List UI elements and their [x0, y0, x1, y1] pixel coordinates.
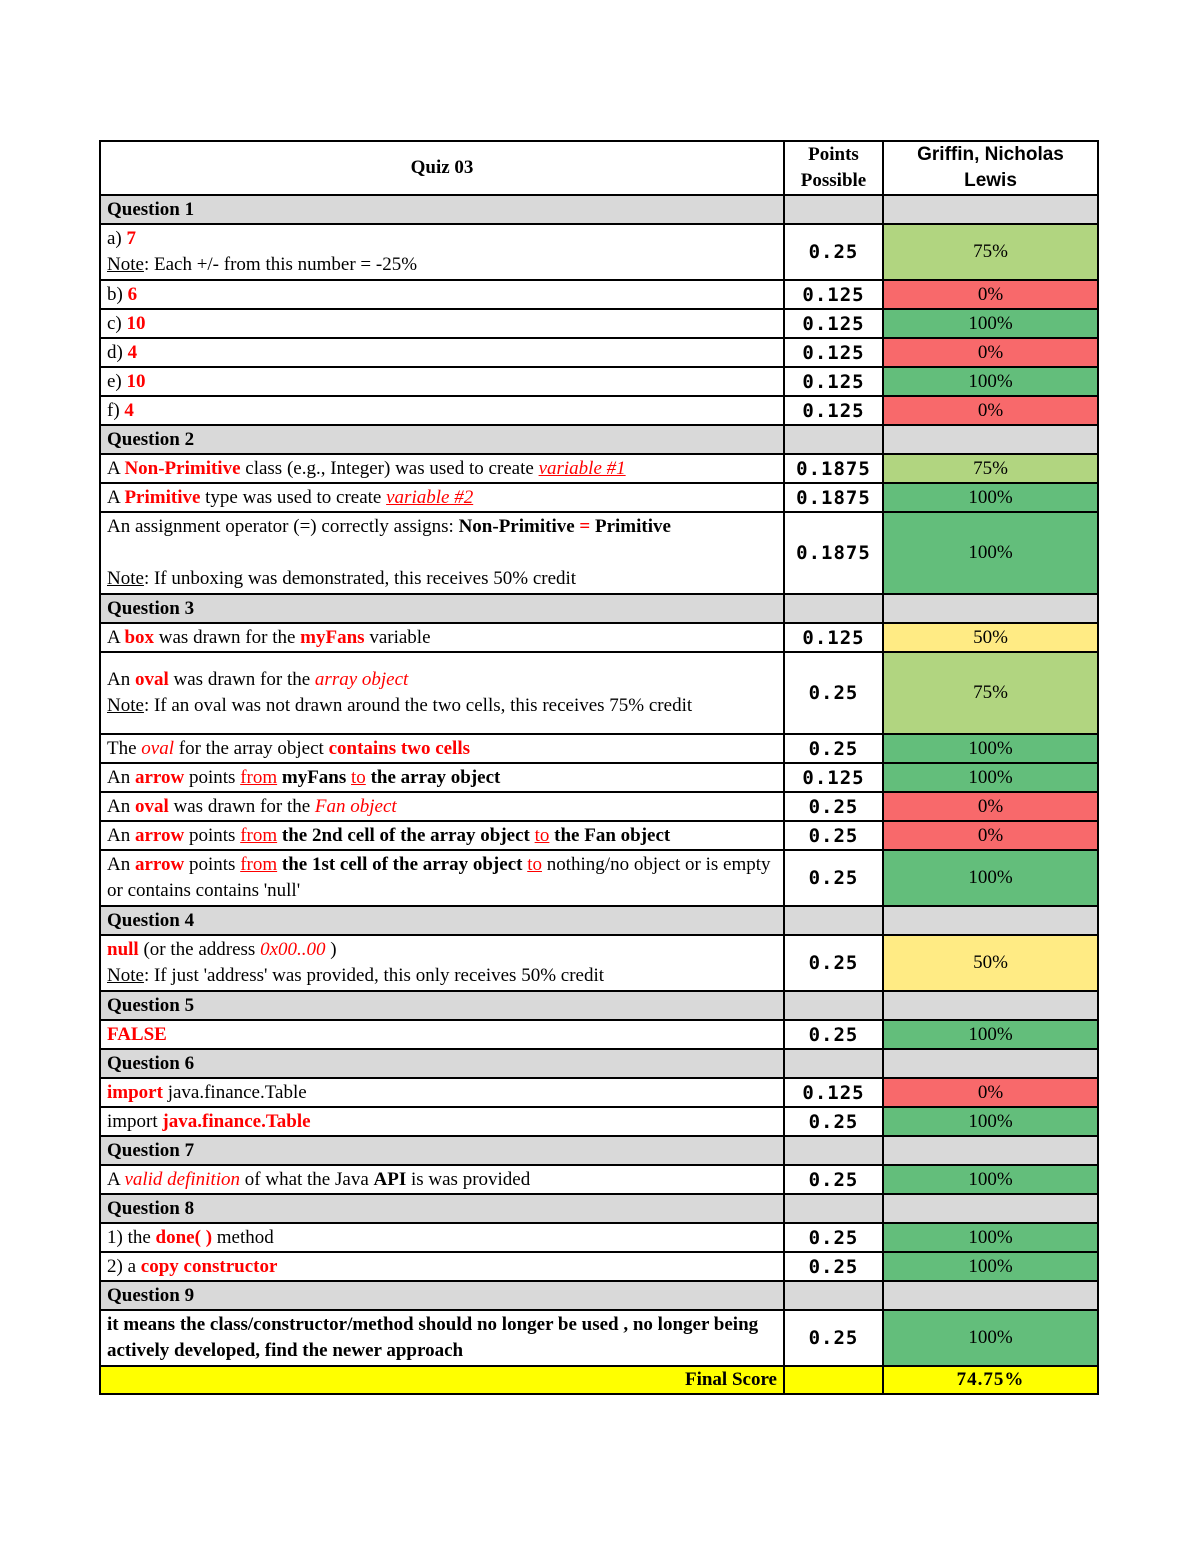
- points-cell: 0.125: [784, 280, 883, 309]
- points-cell: 0.125: [784, 623, 883, 652]
- score-cell: 100%: [883, 367, 1098, 396]
- points-cell: 0.125: [784, 396, 883, 425]
- criterion: d) 4: [100, 338, 784, 367]
- criterion: FALSE: [100, 1020, 784, 1049]
- criterion: An oval was drawn for the array object Note: If an oval was not drawn around the two cells, this receives 75% credit: [100, 652, 784, 734]
- score-cell: 75%: [883, 224, 1098, 280]
- section-row: [100, 1136, 1098, 1165]
- section-row: [100, 594, 1098, 623]
- score-cell: 100%: [883, 1223, 1098, 1252]
- section-row: [100, 195, 1098, 224]
- section-row: [100, 1281, 1098, 1310]
- score-cell: 100%: [883, 512, 1098, 594]
- final-score-row: [100, 1366, 1098, 1394]
- score-cell: 100%: [883, 1310, 1098, 1366]
- grading-table: [99, 140, 1099, 1395]
- table-row: [100, 483, 1098, 512]
- criterion: An arrow points from the 2nd cell of the array object to the Fan object: [100, 821, 784, 850]
- section-label: Question 8: [100, 1194, 784, 1223]
- score-cell: 0%: [883, 1078, 1098, 1107]
- points-cell: 0.25: [784, 792, 883, 821]
- section-label: Question 9: [100, 1281, 784, 1310]
- section-label: Question 3: [100, 594, 784, 623]
- table-row: [100, 1078, 1098, 1107]
- points-cell: 0.1875: [784, 483, 883, 512]
- criterion: c) 10: [100, 309, 784, 338]
- criterion: null (or the address 0x00..00 ) Note: If just 'address' was provided, this only receives 50% credit: [100, 935, 784, 991]
- score-cell: 100%: [883, 1165, 1098, 1194]
- final-points-cell: [784, 1366, 883, 1394]
- points-cell: 0.25: [784, 1252, 883, 1281]
- section-row: [100, 1049, 1098, 1078]
- criterion: A valid definition of what the Java API is was provided: [100, 1165, 784, 1194]
- score-cell: 0%: [883, 792, 1098, 821]
- score-cell: 0%: [883, 396, 1098, 425]
- points-possible-header: Points Possible: [784, 141, 883, 195]
- criterion: import java.finance.Table: [100, 1078, 784, 1107]
- table-row: [100, 850, 1098, 906]
- score-cell: 75%: [883, 454, 1098, 483]
- points-cell: 0.25: [784, 734, 883, 763]
- score-cell: 0%: [883, 338, 1098, 367]
- section-label: Question 6: [100, 1049, 784, 1078]
- table-row: [100, 1252, 1098, 1281]
- criterion: A Primitive type was used to create variable #2: [100, 483, 784, 512]
- points-cell: 0.25: [784, 935, 883, 991]
- points-cell: 0.25: [784, 821, 883, 850]
- points-cell: 0.25: [784, 1165, 883, 1194]
- table-row: [100, 652, 1098, 734]
- table-row: [100, 1223, 1098, 1252]
- table-row: [100, 1165, 1098, 1194]
- criterion: e) 10: [100, 367, 784, 396]
- table-row: [100, 792, 1098, 821]
- criterion: b) 6: [100, 280, 784, 309]
- criterion: f) 4: [100, 396, 784, 425]
- points-cell: 0.1875: [784, 454, 883, 483]
- points-cell: 0.25: [784, 850, 883, 906]
- points-cell: 0.25: [784, 652, 883, 734]
- criterion: A Non-Primitive class (e.g., Integer) was used to create variable #1: [100, 454, 784, 483]
- table-header-row: [100, 141, 1098, 195]
- score-cell: 100%: [883, 1020, 1098, 1049]
- student-name: Griffin, Nicholas Lewis: [883, 141, 1098, 195]
- table-row: [100, 935, 1098, 991]
- score-cell: 100%: [883, 734, 1098, 763]
- score-cell: 0%: [883, 280, 1098, 309]
- points-cell: 0.25: [784, 1020, 883, 1049]
- score-cell: 100%: [883, 850, 1098, 906]
- table-row: [100, 309, 1098, 338]
- criterion: An arrow points from myFans to the array object: [100, 763, 784, 792]
- table-row: [100, 821, 1098, 850]
- criterion: 2) a copy constructor: [100, 1252, 784, 1281]
- criterion: a) 7 Note: Each +/- from this number = -25%: [100, 224, 784, 280]
- section-label: Question 4: [100, 906, 784, 935]
- score-cell: 100%: [883, 483, 1098, 512]
- criterion: 1) the done( ) method: [100, 1223, 784, 1252]
- criterion: An arrow points from the 1st cell of the array object to nothing/no object or is empty or contains contains 'null': [100, 850, 784, 906]
- score-cell: 100%: [883, 309, 1098, 338]
- table-row: [100, 280, 1098, 309]
- table-row: [100, 1020, 1098, 1049]
- score-cell: 50%: [883, 935, 1098, 991]
- criterion: The oval for the array object contains two cells: [100, 734, 784, 763]
- table-row: [100, 623, 1098, 652]
- table-row: [100, 734, 1098, 763]
- points-cell: 0.25: [784, 1223, 883, 1252]
- points-cell: 0.25: [784, 1107, 883, 1136]
- section-label: Question 7: [100, 1136, 784, 1165]
- table-row: [100, 763, 1098, 792]
- score-cell: 75%: [883, 652, 1098, 734]
- table-row: [100, 338, 1098, 367]
- criterion: An oval was drawn for the Fan object: [100, 792, 784, 821]
- criterion: A box was drawn for the myFans variable: [100, 623, 784, 652]
- table-row: [100, 512, 1098, 594]
- section-label: Question 2: [100, 425, 784, 454]
- section-label: Question 1: [100, 195, 784, 224]
- points-cell: 0.125: [784, 338, 883, 367]
- points-cell: 0.125: [784, 763, 883, 792]
- final-score-value: 74.75%: [883, 1366, 1098, 1394]
- score-cell: 100%: [883, 1252, 1098, 1281]
- table-row: [100, 367, 1098, 396]
- table-row: [100, 1310, 1098, 1366]
- score-cell: 100%: [883, 763, 1098, 792]
- section-row: [100, 1194, 1098, 1223]
- final-score-label: Final Score: [100, 1366, 784, 1394]
- points-cell: 0.25: [784, 224, 883, 280]
- criterion: it means the class/constructor/method should no longer be used , no longer being actively developed, find the newer approach: [100, 1310, 784, 1366]
- section-row: [100, 906, 1098, 935]
- table-row: [100, 396, 1098, 425]
- points-cell: 0.1875: [784, 512, 883, 594]
- score-cell: 50%: [883, 623, 1098, 652]
- points-cell: 0.25: [784, 1310, 883, 1366]
- table-row: [100, 454, 1098, 483]
- points-cell: 0.125: [784, 309, 883, 338]
- quiz-title: Quiz 03: [100, 141, 784, 195]
- section-label: Question 5: [100, 991, 784, 1020]
- score-cell: 0%: [883, 821, 1098, 850]
- table-row: [100, 1107, 1098, 1136]
- criterion: An assignment operator (=) correctly assigns: Non-Primitive = Primitive Note: If unboxing was demonstrated, this receives 50% credit: [100, 512, 784, 594]
- section-row: [100, 425, 1098, 454]
- points-cell: 0.125: [784, 1078, 883, 1107]
- score-cell: 100%: [883, 1107, 1098, 1136]
- points-cell: 0.125: [784, 367, 883, 396]
- section-row: [100, 991, 1098, 1020]
- criterion: import java.finance.Table: [100, 1107, 784, 1136]
- table-row: [100, 224, 1098, 280]
